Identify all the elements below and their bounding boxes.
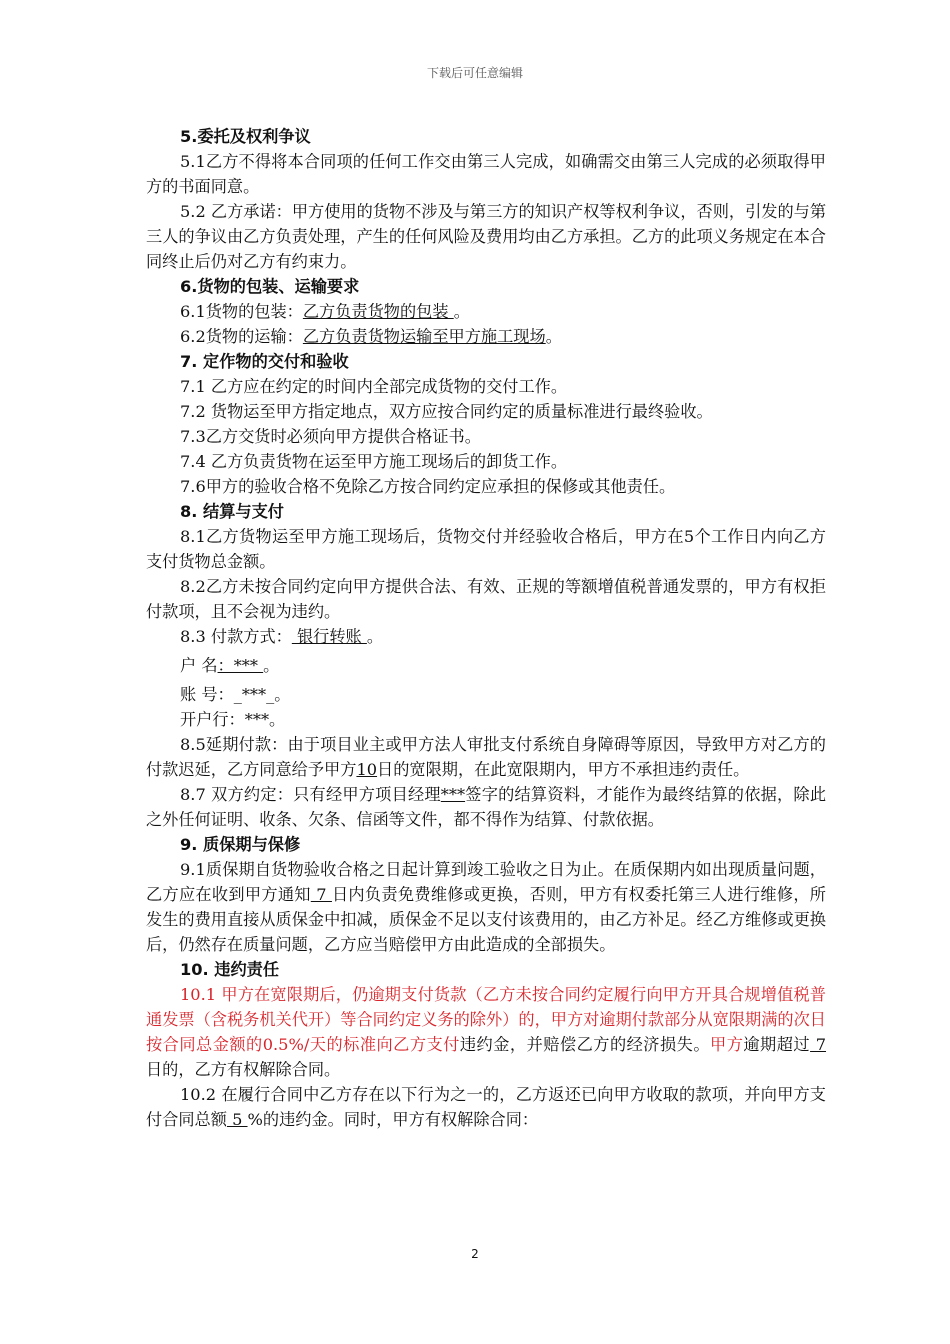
bank-line xyxy=(146,707,826,732)
header-note: 下载后可任意编辑 xyxy=(426,66,523,80)
clause-7-6: 7.6甲方的验收合格不免除乙方按合同约定应承担的保修或其他责任。 xyxy=(180,477,676,496)
clause-10-1-red-party: 甲方 xyxy=(710,1035,744,1054)
account-name-line xyxy=(146,653,826,678)
clause-8-5-text-b: 日的宽限期，在此宽限期内，甲方不承担违约责任。 xyxy=(377,760,750,779)
account-number-value: _***_ xyxy=(233,685,275,704)
clause-8-3-end: 。 xyxy=(366,627,384,646)
clause-8-5-text-a: 8.5延期付款：由于项目业主或甲方法人审批支付系统自身障碍等原因，导致甲方对乙方的付款迟延，乙方同意给予甲方 xyxy=(146,735,826,779)
clause-8-2: 8.2乙方未按合同约定向甲方提供合法、有效、正规的等额增值税普通发票的，甲方有权拒付款项，且不会视为违约。 xyxy=(146,577,826,621)
clause-10-1-red-text: 10.1 甲方在宽限期后，仍逾期支付货款（乙方未按合同约定履行向甲方开具合规增值税普通发票（含税务机关代开）等合同约定义务的除外）的，甲方对逾期付款部分从宽限期满的次日按合同总金额的0.5%/天的标准向乙方支付 xyxy=(146,985,826,1054)
clause-7-2: 7.2 货物运至甲方指定地点，双方应按合同约定的质量标准进行最终验收。 xyxy=(180,402,713,421)
penalty-percent: 5 xyxy=(226,1110,248,1129)
account-number-label: 账 号： xyxy=(180,685,234,704)
clause-10-1-text-b: 逾期超过 xyxy=(743,1035,811,1054)
clause-6-1 xyxy=(146,299,826,324)
clause-8-5 xyxy=(146,732,826,782)
clause-6-2-end: 。 xyxy=(545,327,562,346)
clause-8-7-text-a: 8.7 双方约定：只有经甲方项目经理 xyxy=(180,785,441,804)
contract-body xyxy=(146,124,826,1132)
clause-8-7-text-b: 签字的结算资料，才能作为最终结算的依据，除此之外任何证明、收条、欠条、信函等文件，都不得作为结算、付款依据。 xyxy=(146,785,827,829)
section-9-title: 9. 质保期与保修 xyxy=(180,835,301,854)
account-name-end: 。 xyxy=(263,656,280,675)
clause-10-2 xyxy=(146,1082,826,1132)
section-7-title: 7. 定作物的交付和验收 xyxy=(180,352,349,371)
account-number-line xyxy=(146,682,826,707)
clause-7-1: 7.1 乙方应在约定的时间内全部完成货物的交付工作。 xyxy=(180,377,568,396)
clause-6-2-value: 乙方负责货物运输至甲方施工现场 xyxy=(302,327,546,346)
clause-10-2-text-b: %的违约金。同时，甲方有权解除合同： xyxy=(247,1110,539,1129)
clause-8-3 xyxy=(146,624,826,649)
page-number: 2 xyxy=(471,1247,479,1261)
clause-9-1-text-a: 9.1质保期自货物验收合格之日起计算到竣工验收之日为止。在质保期内如出现质量问题，乙方应在收到甲方通知 xyxy=(146,860,826,904)
account-name-value: ：*** xyxy=(217,656,264,675)
manager-signature: *** xyxy=(440,785,466,804)
clause-5-2: 5.2 乙方承诺：甲方使用的货物不涉及与第三方的知识产权等权利争议，否则，引发的与第三人的争议由乙方负责处理，产生的任何风险及费用均由乙方承担。乙方的此项义务规定在本合同终止后仍对乙方有约束力。 xyxy=(146,202,827,271)
section-6-title: 6.货物的包装、运输要求 xyxy=(180,277,360,296)
clause-9-1-text-b: 日内负责免费维修或更换，否则，甲方有权委托第三人进行维修，所发生的费用直接从质保金中扣减，质保金不足以支付该费用的，由乙方补足。经乙方维修或更换后，仍然存在质量问题，乙方应当赔偿甲方由此造成的全部损失。 xyxy=(146,885,826,954)
grace-period-days: 10 xyxy=(356,760,378,779)
clause-9-1 xyxy=(146,857,826,957)
clause-10-1-text-a: 违约金，并赔偿乙方的经济损失。 xyxy=(459,1035,711,1054)
account-number-end: 。 xyxy=(274,685,291,704)
overdue-days: 7 xyxy=(810,1035,827,1054)
clause-5-1: 5.1乙方不得将本合同项的任何工作交由第三人完成，如确需交由第三人完成的必须取得甲方的书面同意。 xyxy=(146,152,826,196)
section-10-title: 10. 违约责任 xyxy=(180,960,280,979)
clause-10-1-text-c: 日的，乙方有权解除合同。 xyxy=(146,1060,341,1079)
account-name-label: 户 名 xyxy=(180,656,218,675)
clause-6-2 xyxy=(146,324,826,349)
repair-notice-days: 7 xyxy=(310,885,332,904)
clause-6-1-end: 。 xyxy=(453,302,470,321)
bank-label: 开户行： xyxy=(180,710,245,729)
bank-end: 。 xyxy=(269,710,286,729)
clause-6-1-value: 乙方负责货物的包装 xyxy=(302,302,454,321)
clause-6-1-label: 6.1货物的包装： xyxy=(180,302,303,321)
section-8-title: 8. 结算与支付 xyxy=(180,502,284,521)
clause-8-3-label: 8.3 付款方式： xyxy=(180,627,292,646)
clause-7-4: 7.4 乙方负责货物在运至甲方施工现场后的卸货工作。 xyxy=(180,452,568,471)
clause-8-1: 8.1乙方货物运至甲方施工现场后，货物交付并经验收合格后，甲方在5个工作日内向乙方支付货物总金额。 xyxy=(146,527,826,571)
bank-value: *** xyxy=(244,710,270,729)
clause-7-3: 7.3乙方交货时必须向甲方提供合格证书。 xyxy=(180,427,481,446)
section-5-title: 5.委托及权利争议 xyxy=(180,127,311,146)
clause-8-7 xyxy=(146,782,826,832)
payment-method-value: 银行转账 xyxy=(291,627,367,646)
clause-6-2-label: 6.2货物的运输： xyxy=(180,327,303,346)
clause-10-2-text-a: 10.2 在履行合同中乙方存在以下行为之一的，乙方返还已向甲方收取的款项，并向甲方支付合同总额 xyxy=(146,1085,826,1129)
clause-10-1 xyxy=(146,982,826,1082)
